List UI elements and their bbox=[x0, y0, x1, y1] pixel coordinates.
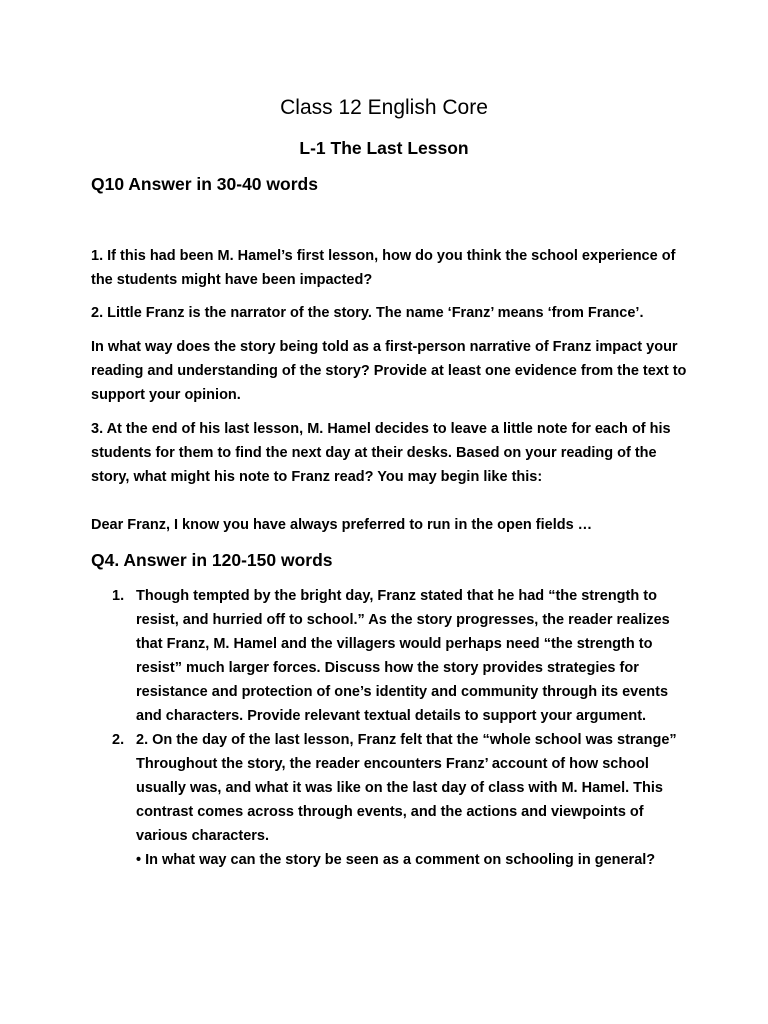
question-1-paragraph: 1. If this had been M. Hamel’s first lesson, how do you think the school experience of the students might have been impacted? bbox=[91, 248, 676, 288]
q4-question-list bbox=[91, 584, 691, 872]
section-heading-q10: Q10 Answer in 30-40 words bbox=[91, 174, 318, 194]
question-3-paragraph: 3. At the end of his last lesson, M. Hamel decides to leave a little note for each of his students for them to find the next day at their desks. Based on your reading of the story, what might his note to Franz read? You may begin like this: bbox=[91, 421, 671, 485]
list-item bbox=[91, 584, 691, 728]
lesson-title: L-1 The Last Lesson bbox=[299, 138, 469, 158]
list-item bbox=[91, 728, 691, 872]
document-title: Class 12 English Core bbox=[280, 96, 488, 119]
section-heading-q4: Q4. Answer in 120-150 words bbox=[91, 550, 333, 570]
list-item-number: 2. bbox=[112, 732, 125, 748]
list-item-number: 1. bbox=[112, 588, 125, 604]
bullet-sub-question: • In what way can the story be seen as a comment on schooling in general? bbox=[136, 852, 656, 868]
sample-note-paragraph: Dear Franz, I know you have always preferred to run in the open fields … bbox=[91, 517, 593, 533]
question-2-body-paragraph: In what way does the story being told as a first-person narrative of Franz impact your reading and understanding of the story? Provide at least one evidence from the text to support your opinion. bbox=[91, 339, 687, 403]
question-2-intro-paragraph: 2. Little Franz is the narrator of the story. The name ‘Franz’ means ‘from France’. bbox=[91, 305, 644, 321]
list-item-text: Though tempted by the bright day, Franz stated that he had “the strength to resist, and hurried off to school.” As the story progresses, the reader realizes that Franz, M. Hamel and the villagers would perhaps need “the strength to resist” much larger forces. Discuss how the story provides strategies for resistance and protection of one’s identity and community through its events and characters. Provide relevant textual details to support your argument. bbox=[136, 588, 670, 724]
list-item-text: 2. On the day of the last lesson, Franz felt that the “whole school was strange” Throughout the story, the reader encounters Franz’ account of how school usually was, and what it was like on the last day of class with M. Hamel. This contrast comes across through events, and the actions and viewpoints of various characters. bbox=[136, 732, 677, 844]
